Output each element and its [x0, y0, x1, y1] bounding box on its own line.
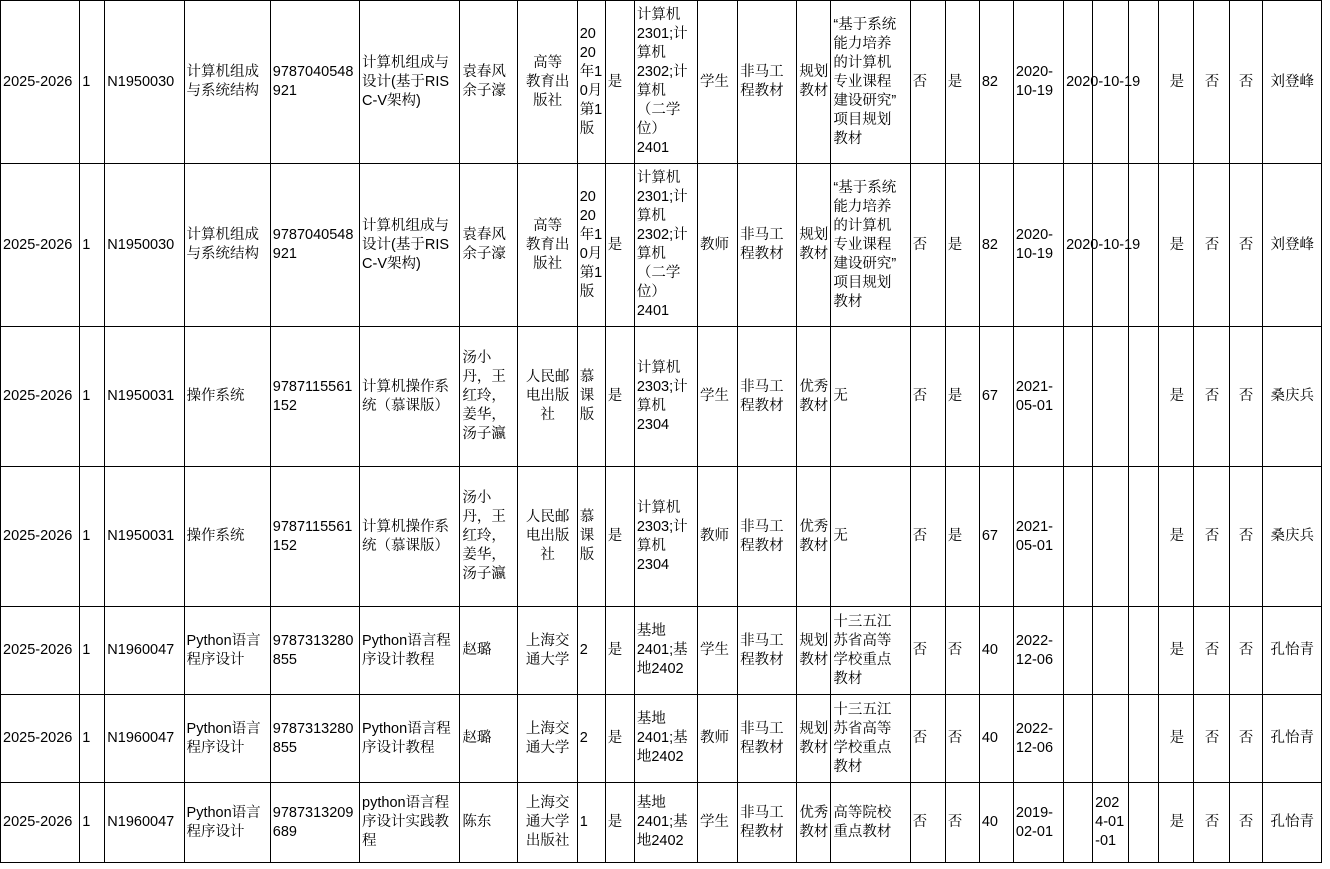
cell-user-type[interactable]: 教师 — [698, 467, 738, 607]
cell-isbn[interactable]: 9787040548921 — [270, 164, 359, 327]
cell-flag-3[interactable]: 是 — [945, 1, 979, 164]
cell-score[interactable]: 67 — [979, 467, 1013, 607]
cell-edition[interactable]: 2020年10月第1版 — [577, 1, 605, 164]
cell-teacher[interactable]: 桑庆兵 — [1262, 327, 1321, 467]
cell-course-name[interactable]: 操作系统 — [184, 467, 270, 607]
cell-flag-1[interactable]: 是 — [605, 327, 634, 467]
cell-date[interactable]: 2022- 12-06 — [1013, 695, 1063, 783]
cell-textbook-category[interactable]: 规划教材 — [797, 695, 831, 783]
cell-publisher[interactable]: 上海交 通大学 — [517, 695, 577, 783]
cell-textbook-title[interactable]: Python语言程序设计教程 — [360, 607, 460, 695]
cell-flag-1[interactable]: 是 — [605, 164, 634, 327]
cell-textbook-type[interactable]: 非马工 程教材 — [738, 783, 797, 863]
cell-flag-3[interactable]: 是 — [945, 467, 979, 607]
cell-edition[interactable]: 1 — [577, 783, 605, 863]
cell-teacher[interactable]: 刘登峰 — [1262, 164, 1321, 327]
cell-isbn[interactable]: 9787313209689 — [270, 783, 359, 863]
cell-course-code[interactable]: N1950031 — [105, 327, 184, 467]
cell-extra-1[interactable] — [1064, 327, 1093, 467]
cell-author[interactable]: 赵璐 — [460, 607, 517, 695]
cell-user-type[interactable]: 学生 — [698, 327, 738, 467]
cell-author[interactable]: 汤小 丹，王 红玲， 姜华， 汤子瀛 — [460, 327, 517, 467]
cell-school-year[interactable]: 2025-2026 — [1, 467, 80, 607]
cell-publisher[interactable]: 上海交 通大学 — [517, 607, 577, 695]
cell-isbn[interactable]: 9787040548921 — [270, 1, 359, 164]
cell-edition[interactable]: 2020年10月第1版 — [577, 164, 605, 327]
cell-classes[interactable]: 计算机 2303;计 算机 2304 — [634, 327, 697, 467]
cell-project[interactable]: “基于系统 能力培养 的计算机 专业课程 建设研究” 项目规划 教材 — [831, 1, 910, 164]
cell-no-2[interactable]: 否 — [1229, 467, 1262, 607]
cell-publisher[interactable]: 上海交 通大学 出版社 — [517, 783, 577, 863]
cell-school-year[interactable]: 2025-2026 — [1, 783, 80, 863]
cell-no-1[interactable]: 否 — [1194, 695, 1229, 783]
cell-flag-2[interactable]: 否 — [910, 607, 945, 695]
cell-extra-3[interactable] — [1129, 783, 1159, 863]
cell-extra-3[interactable] — [1129, 467, 1159, 607]
cell-date[interactable]: 2022- 12-06 — [1013, 607, 1063, 695]
cell-score[interactable]: 67 — [979, 327, 1013, 467]
cell-term[interactable]: 1 — [80, 695, 105, 783]
cell-textbook-category[interactable]: 优秀教材 — [797, 467, 831, 607]
cell-course-code[interactable]: N1950030 — [105, 1, 184, 164]
cell-school-year[interactable]: 2025-2026 — [1, 164, 80, 327]
cell-publisher[interactable]: 高等 教育出 版社 — [517, 1, 577, 164]
cell-extra-1[interactable] — [1064, 467, 1093, 607]
cell-textbook-category[interactable]: 规划教材 — [797, 164, 831, 327]
cell-flag-1[interactable]: 是 — [605, 783, 634, 863]
cell-extra-2[interactable] — [1093, 467, 1129, 607]
cell-no-2[interactable]: 否 — [1229, 607, 1262, 695]
cell-edition[interactable]: 慕课版 — [577, 327, 605, 467]
cell-flag-1[interactable]: 是 — [605, 695, 634, 783]
cell-yes[interactable]: 是 — [1159, 607, 1194, 695]
cell-term[interactable]: 1 — [80, 1, 105, 164]
cell-author[interactable]: 赵璐 — [460, 695, 517, 783]
cell-isbn[interactable]: 9787115561152 — [270, 467, 359, 607]
cell-edition[interactable]: 慕课版 — [577, 467, 605, 607]
cell-flag-2[interactable]: 否 — [910, 164, 945, 327]
cell-extra-1[interactable] — [1064, 695, 1093, 783]
cell-teacher[interactable]: 孔怡青 — [1262, 783, 1321, 863]
cell-flag-1[interactable]: 是 — [605, 467, 634, 607]
cell-yes[interactable]: 是 — [1159, 1, 1194, 164]
cell-textbook-title[interactable]: 计算机操作系统（慕课版） — [360, 467, 460, 607]
cell-teacher[interactable]: 孔怡青 — [1262, 607, 1321, 695]
cell-date[interactable]: 2020- 10-19 — [1013, 164, 1063, 327]
cell-yes[interactable]: 是 — [1159, 695, 1194, 783]
cell-no-2[interactable]: 否 — [1229, 1, 1262, 164]
cell-date[interactable]: 2019- 02-01 — [1013, 783, 1063, 863]
cell-score[interactable]: 40 — [979, 607, 1013, 695]
cell-extra-1[interactable]: 2020-10-19 — [1064, 1, 1093, 164]
cell-edition[interactable]: 2 — [577, 695, 605, 783]
cell-flag-3[interactable]: 否 — [945, 607, 979, 695]
cell-project[interactable]: 十三五江 苏省高等 学校重点 教材 — [831, 695, 910, 783]
table-row — [1, 607, 1322, 695]
cell-no-2[interactable]: 否 — [1229, 164, 1262, 327]
cell-author[interactable]: 袁春风 余子濠 — [460, 164, 517, 327]
cell-date[interactable]: 2021- 05-01 — [1013, 467, 1063, 607]
cell-course-name[interactable]: Python语言程序设计 — [184, 607, 270, 695]
cell-user-type[interactable]: 教师 — [698, 695, 738, 783]
cell-yes[interactable]: 是 — [1159, 783, 1194, 863]
cell-no-1[interactable]: 否 — [1194, 1, 1229, 164]
cell-classes[interactable]: 基地 2401;基 地2402 — [634, 695, 697, 783]
cell-project[interactable]: 无 — [831, 467, 910, 607]
cell-user-type[interactable]: 学生 — [698, 1, 738, 164]
table-row — [1, 783, 1322, 863]
cell-extra-1[interactable] — [1064, 607, 1093, 695]
cell-flag-2[interactable]: 否 — [910, 1, 945, 164]
cell-edition[interactable]: 2 — [577, 607, 605, 695]
cell-project[interactable]: 高等院校 重点教材 — [831, 783, 910, 863]
cell-teacher[interactable]: 刘登峰 — [1262, 1, 1321, 164]
table-row — [1, 327, 1322, 467]
cell-no-2[interactable]: 否 — [1229, 327, 1262, 467]
cell-flag-3[interactable]: 是 — [945, 327, 979, 467]
cell-score[interactable]: 40 — [979, 783, 1013, 863]
cell-flag-2[interactable]: 否 — [910, 327, 945, 467]
cell-course-name[interactable]: Python语言程序设计 — [184, 783, 270, 863]
cell-user-type[interactable]: 学生 — [698, 607, 738, 695]
cell-publisher[interactable]: 人民邮 电出版 社 — [517, 327, 577, 467]
cell-no-1[interactable]: 否 — [1194, 164, 1229, 327]
cell-author[interactable]: 袁春风 余子濠 — [460, 1, 517, 164]
cell-course-code[interactable]: N1960047 — [105, 783, 184, 863]
cell-flag-3[interactable]: 是 — [945, 164, 979, 327]
cell-extra-2[interactable]: 2024-01-01 — [1093, 783, 1129, 863]
cell-classes[interactable]: 计算机 2303;计 算机 2304 — [634, 467, 697, 607]
cell-textbook-title[interactable]: 计算机组成与设计(基于RISC-V架构) — [360, 1, 460, 164]
cell-no-2[interactable]: 否 — [1229, 695, 1262, 783]
cell-extra-1[interactable]: 2020-10-19 — [1064, 164, 1093, 327]
cell-textbook-title[interactable]: 计算机组成与设计(基于RISC-V架构) — [360, 164, 460, 327]
cell-no-1[interactable]: 否 — [1194, 783, 1229, 863]
cell-course-name[interactable]: 计算机组成与系统结构 — [184, 1, 270, 164]
cell-textbook-category[interactable]: 优秀教材 — [797, 327, 831, 467]
table-row — [1, 695, 1322, 783]
cell-classes[interactable]: 计算机 2301;计 算机 2302;计 算机 （二学 位） 2401 — [634, 164, 697, 327]
cell-no-2[interactable]: 否 — [1229, 783, 1262, 863]
cell-textbook-type[interactable]: 非马工 程教材 — [738, 164, 797, 327]
cell-course-code[interactable]: N1950031 — [105, 467, 184, 607]
cell-course-name[interactable]: Python语言程序设计 — [184, 695, 270, 783]
cell-teacher[interactable]: 孔怡青 — [1262, 695, 1321, 783]
cell-isbn[interactable]: 9787313280855 — [270, 607, 359, 695]
cell-no-1[interactable]: 否 — [1194, 607, 1229, 695]
cell-extra-2[interactable] — [1093, 327, 1129, 467]
cell-course-code[interactable]: N1960047 — [105, 607, 184, 695]
cell-project[interactable]: 无 — [831, 327, 910, 467]
cell-extra-2[interactable] — [1093, 607, 1129, 695]
cell-no-1[interactable]: 否 — [1194, 327, 1229, 467]
cell-yes[interactable]: 是 — [1159, 467, 1194, 607]
cell-school-year[interactable]: 2025-2026 — [1, 695, 80, 783]
cell-yes[interactable]: 是 — [1159, 164, 1194, 327]
cell-isbn[interactable]: 9787313280855 — [270, 695, 359, 783]
cell-textbook-type[interactable]: 非马工 程教材 — [738, 607, 797, 695]
cell-classes[interactable]: 基地 2401;基 地2402 — [634, 607, 697, 695]
cell-publisher[interactable]: 人民邮 电出版 社 — [517, 467, 577, 607]
table-row — [1, 467, 1322, 607]
cell-project[interactable]: 十三五江 苏省高等 学校重点 教材 — [831, 607, 910, 695]
cell-classes[interactable]: 计算机 2301;计 算机 2302;计 算机 （二学 位） 2401 — [634, 1, 697, 164]
cell-extra-3[interactable] — [1129, 695, 1159, 783]
cell-school-year[interactable]: 2025-2026 — [1, 1, 80, 164]
cell-author[interactable]: 汤小 丹，王 红玲， 姜华， 汤子瀛 — [460, 467, 517, 607]
table-row — [1, 1, 1322, 164]
cell-course-name[interactable]: 操作系统 — [184, 327, 270, 467]
cell-term[interactable]: 1 — [80, 164, 105, 327]
cell-no-1[interactable]: 否 — [1194, 467, 1229, 607]
cell-flag-1[interactable]: 是 — [605, 607, 634, 695]
cell-textbook-title[interactable]: Python语言程序设计教程 — [360, 695, 460, 783]
cell-publisher[interactable]: 高等 教育出 版社 — [517, 164, 577, 327]
cell-score[interactable]: 82 — [979, 1, 1013, 164]
cell-textbook-title[interactable]: 计算机操作系统（慕课版） — [360, 327, 460, 467]
cell-yes[interactable]: 是 — [1159, 327, 1194, 467]
table-row — [1, 164, 1322, 327]
cell-flag-1[interactable]: 是 — [605, 1, 634, 164]
cell-teacher[interactable]: 桑庆兵 — [1262, 467, 1321, 607]
cell-extra-3[interactable] — [1129, 607, 1159, 695]
cell-project[interactable]: “基于系统 能力培养 的计算机 专业课程 建设研究” 项目规划 教材 — [831, 164, 910, 327]
cell-date[interactable]: 2021- 05-01 — [1013, 327, 1063, 467]
cell-course-code[interactable]: N1950030 — [105, 164, 184, 327]
cell-flag-3[interactable]: 否 — [945, 695, 979, 783]
cell-textbook-type[interactable]: 非马工 程教材 — [738, 327, 797, 467]
cell-term[interactable]: 1 — [80, 783, 105, 863]
cell-flag-2[interactable]: 否 — [910, 695, 945, 783]
cell-extra-3[interactable] — [1129, 327, 1159, 467]
cell-score[interactable]: 40 — [979, 695, 1013, 783]
cell-course-code[interactable]: N1960047 — [105, 695, 184, 783]
cell-school-year[interactable]: 2025-2026 — [1, 327, 80, 467]
cell-extra-2[interactable] — [1093, 695, 1129, 783]
cell-flag-2[interactable]: 否 — [910, 467, 945, 607]
cell-course-name[interactable]: 计算机组成与系统结构 — [184, 164, 270, 327]
cell-textbook-category[interactable]: 规划教材 — [797, 607, 831, 695]
cell-date[interactable]: 2020- 10-19 — [1013, 1, 1063, 164]
cell-flag-3[interactable]: 否 — [945, 783, 979, 863]
cell-flag-2[interactable]: 否 — [910, 783, 945, 863]
cell-textbook-category[interactable]: 规划教材 — [797, 1, 831, 164]
cell-user-type[interactable]: 教师 — [698, 164, 738, 327]
cell-isbn[interactable]: 9787115561152 — [270, 327, 359, 467]
cell-textbook-type[interactable]: 非马工 程教材 — [738, 1, 797, 164]
cell-term[interactable]: 1 — [80, 467, 105, 607]
cell-extra-1[interactable] — [1064, 783, 1093, 863]
cell-textbook-title[interactable]: python语言程序设计实践教程 — [360, 783, 460, 863]
cell-textbook-type[interactable]: 非马工 程教材 — [738, 467, 797, 607]
cell-term[interactable]: 1 — [80, 327, 105, 467]
cell-textbook-type[interactable]: 非马工 程教材 — [738, 695, 797, 783]
cell-school-year[interactable]: 2025-2026 — [1, 607, 80, 695]
cell-textbook-category[interactable]: 优秀教材 — [797, 783, 831, 863]
cell-term[interactable]: 1 — [80, 607, 105, 695]
cell-author[interactable]: 陈东 — [460, 783, 517, 863]
cell-classes[interactable]: 基地 2401;基 地2402 — [634, 783, 697, 863]
cell-user-type[interactable]: 学生 — [698, 783, 738, 863]
cell-score[interactable]: 82 — [979, 164, 1013, 327]
